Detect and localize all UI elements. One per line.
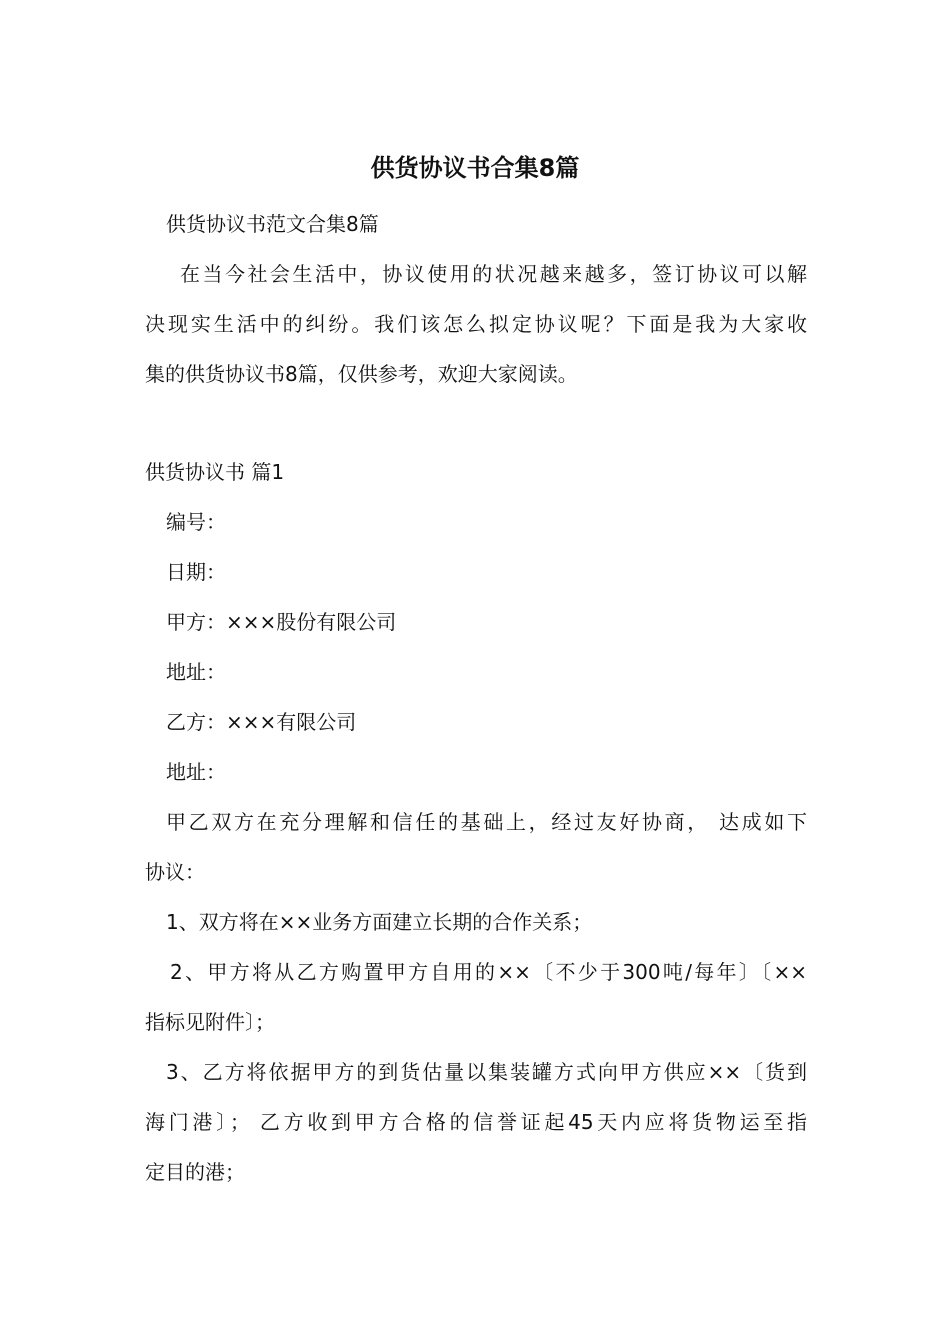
field-party-b-address: 地址：	[166, 760, 226, 784]
field-party-a-address: 地址：	[166, 660, 226, 684]
clause-1-line-1: 1、双方将在××业务方面建立长期的合作关系；	[166, 910, 593, 934]
field-party-b: 乙方：×××有限公司	[166, 710, 357, 734]
section-heading: 供货协议书 篇1	[145, 460, 285, 484]
preamble-line-1: 甲乙双方在充分理解和信任的基础上，经过友好协商， 达成如下	[166, 810, 807, 834]
intro-line-3: 集的供货协议书8篇，仅供参考，欢迎大家阅读。	[145, 362, 578, 386]
document-subtitle: 供货协议书范文合集8篇	[166, 212, 379, 236]
clause-3-line-1: 3、乙方将依据甲方的到货估量以集装罐方式向甲方供应××〔货到	[166, 1060, 807, 1084]
clause-2-line-2: 指标见附件〕；	[145, 1010, 275, 1034]
intro-line-1: 在当今社会生活中，协议使用的状况越来越多，签订协议可以解	[180, 262, 807, 286]
document-title: 供货协议书合集8篇	[370, 154, 580, 182]
intro-line-2: 决现实生活中的纠纷。我们该怎么拟定协议呢？下面是我为大家收	[145, 312, 807, 336]
preamble-line-2: 协议：	[145, 860, 205, 884]
clause-3-line-3: 定目的港；	[145, 1160, 245, 1184]
field-date: 日期：	[166, 560, 226, 584]
field-number: 编号：	[166, 510, 226, 534]
clause-3-line-2: 海门港〕； 乙方收到甲方合格的信誉证起45天内应将货物运至指	[145, 1110, 807, 1134]
clause-2-line-1: 2、甲方将从乙方购置甲方自用的××〔不少于300吨/每年〕〔××	[170, 960, 807, 984]
field-party-a: 甲方：×××股份有限公司	[166, 610, 397, 634]
